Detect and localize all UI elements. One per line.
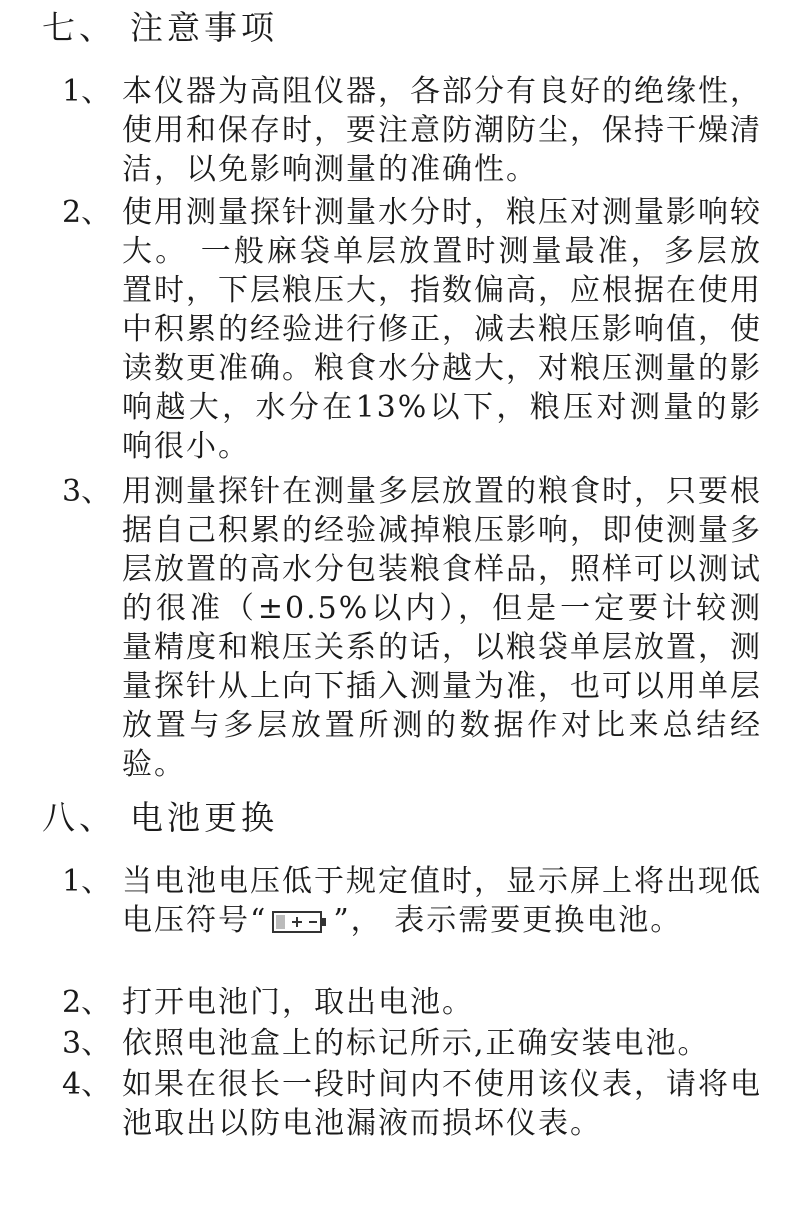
list-item [62,472,762,784]
section-7-title: 注意事项 [130,8,278,47]
list-item-text: 本仪器为高阻仪器，各部分有良好的绝缘性，使用和保存时，要注意防潮防尘，保持干燥清洁，以免影响测量的准确性。 [122,74,762,187]
list-item-marker: 4、 [62,1067,112,1102]
list-item-text-after: ”， 表示需要更换电池。 [333,903,683,938]
list-item [62,1024,762,1063]
list-item-marker: 3、 [62,474,112,509]
list-item-marker: 1、 [62,74,112,109]
list-item-text: 依照电池盒上的标记所示,正确安装电池。 [122,1026,710,1061]
list-item [62,193,762,466]
list-item [62,862,762,940]
list-item-text: 如果在很长一段时间内不使用该仪表，请将电池取出以防电池漏液而损坏仪表。 [122,1067,762,1141]
list-item-marker: 2、 [62,195,112,230]
list-item-marker: 3、 [62,1026,112,1061]
list-item [62,983,762,1022]
section-8-heading [42,798,278,838]
list-item-text [122,862,762,940]
list-item [62,72,762,189]
section-7-heading [42,8,278,48]
list-item-text: 打开电池门，取出电池。 [122,985,474,1020]
low-battery-icon [271,909,329,935]
section-8-title: 电池更换 [130,798,278,837]
section-7-number: 七、 [42,8,116,47]
list-item-text: 用测量探针在测量多层放置的粮食时，只要根据自己积累的经验减掉粮压影响，即使测量多层放置的高水分包装粮食样品，照样可以测试的很准（±0.5%以内），但是一定要计较测量精度和粮压关系的话，以粮袋单层放置，测量探针从上向下插入测量为准，也可以用单层放置与多层放置所测的数据作对比来总结经验。 [122,474,762,782]
list-item-marker: 1、 [62,864,112,899]
section-8-number: 八、 [42,798,116,837]
list-item-text-before: 当电池电压低于规定值时，显示屏上将出现低电压符号“ [122,864,762,938]
list-item-marker: 2、 [62,985,112,1020]
list-item-text: 使用测量探针测量水分时，粮压对测量影响较大。 一般麻袋单层放置时测量最准，多层放置时，下层粮压大，指数偏高，应根据在使用中积累的经验进行修正，减去粮压影响值，使读数更准确。粮食水分越大，对粮压测量的影响越大，水分在13%以下，粮压对测量的影响很小。 [122,195,762,464]
list-item [62,1065,762,1143]
